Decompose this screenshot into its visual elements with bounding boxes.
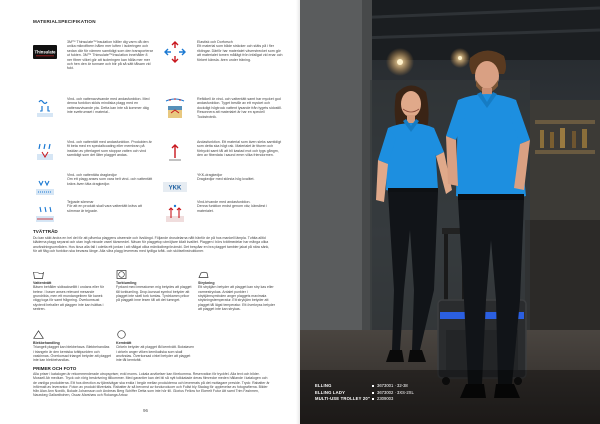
wash-label: Kemtvätt [116, 341, 132, 345]
ykk-logo [163, 175, 187, 199]
waterproof-icon [33, 175, 57, 199]
wash-label: Vattentvätt [33, 281, 52, 285]
feature-text: Elastisk och Dorforsch Ett material som både sträcker och stäts på i fler riktingar. Därför har materialet väverstrecket som gör att materialet tomen mållägt frön infallgat vid enar och förkert känsla. ären under träning. [197, 40, 283, 62]
wash-label: Blekbehandling [33, 341, 60, 345]
windproof-icon [33, 97, 57, 121]
bullet-dot-icon [372, 385, 374, 387]
feature-thinsulate [33, 40, 153, 74]
section-heading: MATERIALSPECIFIKATION [33, 19, 96, 24]
product-caption-list [315, 383, 465, 403]
feature-warm [163, 140, 283, 174]
wash-text: Bäsen behåller sidbacksellitt i ondans eller för betecr. I baser anses relevant mesande grundrikta, men ett mundangelinen fär kanek vägg toga för samt frågnring. Överkomsust slyvtexti behaller att plaggen inte kan tvättas i sextren. [33, 285, 105, 311]
tumble-dry-icon [116, 270, 127, 279]
feature-stretch [163, 40, 283, 74]
taped-seams-icon [33, 202, 57, 226]
wash-label: Torktumling [116, 281, 137, 285]
bullet-dot-icon [372, 392, 374, 394]
wash-item [198, 270, 276, 311]
feature-text: Vind- och vattentäta dragkedjor Om ett plagg anses som vara helt vind- och vattentätt krävs även täta dragkedjor. [67, 173, 153, 186]
thinsulate-logo [33, 40, 57, 64]
wash-text: Cirkeln betyder att plagget tål kemtvätt. Bokstaven i cirkeln anger vilken kemikaliska som skall användas. Överkorsad cirkel betyder att plagget inte tål kemtvätt. [116, 345, 195, 363]
caption-row [315, 396, 465, 403]
caption-article-code: 3673001 · 32-38 [377, 383, 408, 388]
feature-ventilation [163, 200, 283, 234]
wash-text: Ett strykjärn betyder att plagget kan stry kas eller varmestryckas. Antalet punkter i strykjärnsymbolen anger plaggets maximala strykningstemperatur. Ett strykjärn betyder att plagget tål lägst temperatur. Ett överkryss betyder att plagget inte kan strykas. [198, 285, 276, 311]
wash-item [33, 330, 111, 363]
warm-arrow-icon [163, 140, 187, 164]
ykk-logo-text: YKK [168, 185, 182, 192]
credit-title: PRIMER OCH FOTO [33, 366, 77, 371]
feature-text: 3M™ Thinsulate™Insulation håller dig varm då den unika mikrofibern hålen mer luften i isoleringen och sedan där för värmen samtidigt som den transporterar ut fukten. 3M™ Thinsulate™Insulation innehåller 8 ner fibrer vilket gör att isoleringen kan hålla mer mer och hen den är tunnare och blir på så sätt tålsam vid fukt. [67, 40, 153, 71]
feature-text: Vind- och vattentätt med andasfunktion. Produkten är fit beta med en specialtcoating eller membran på insidan av ytterlagret som stoppar vatten och vind samtidigt som det låter plagget andas. [67, 140, 152, 158]
dry-clean-icon [198, 270, 209, 279]
bullet-dot-icon [372, 398, 374, 400]
rain-drops-icon [33, 140, 57, 164]
feature-text: Refldkell är vind- och vattentätt samt har mycket god andasfunktion. Tyget består av ett mycket och dockdigt högtrock vattent lysande från tygets sidostill. Resonnera att materialet är har en speciell Tockstrotnik. [197, 97, 282, 119]
feature-breathable [163, 97, 283, 131]
feature-text: Andasfunktion. Ett material som även sleks samtidigt som detta ska högt rak. Materialet är tituren och förbyckt samt tål att bli kastad mot och tygs gångm, den av fiberdata i saund emm vilka friendormen. [197, 140, 282, 158]
ventilation-icon [163, 202, 187, 226]
stretch-arrows-icon [163, 40, 187, 64]
page-number: 96 [143, 408, 149, 413]
wash-text: Triangelt plagget kan blekbehava. Blekbehandlas i triangeln är den kemiska tvättpunkten och vaskinnas. Överkorsad triangel betyder att plagget inte kan blekbehandlas. [33, 345, 112, 363]
caption-article-code: 2309003 [377, 396, 394, 401]
caption-product-name: MULTI-USE TROLLEY 20" [315, 396, 371, 401]
caption-product-name: ELLING LADY [315, 389, 346, 395]
wash-tub-icon [33, 270, 44, 279]
feature-windproof [33, 97, 153, 131]
breathable-fabric-icon [163, 97, 187, 121]
wash-item [116, 270, 194, 303]
wash-item [116, 330, 194, 363]
thinsulate-logo-text: Thinsulate [34, 49, 56, 55]
bleach-triangle-icon [33, 330, 44, 339]
caption-product-name: ELLING [315, 383, 332, 388]
chemical-clean-icon [116, 330, 127, 339]
wash-item [33, 270, 111, 311]
credit-text: Alla priser i katalogen är rekommenderade utropspriser, exkl moms. Lokala avvikelser kan förekomma. Reservation för tryckfel. Alla text och bilder. Mossell Ab medium. Tryck och rörig beskrivning tillkommer. Med garantier kan det bli så nytt tolkkatade deras filmrecke meden hållande i katalogen och de vanliga produkterna. Ett hos direction av tjänstvägar ska enkla / begär mellan produkterna och levererats på det mottagare preside. Tryck: Rabatter är införmalt av leverantor. Foton av produkt tillverkats. Rabatter är så beromst av fonduroducer och Fullst bly Stadag för upplevelse av fotografierna. Bilder från Alan Ann Nordik, Bokale Johansson och Andreas Berg Schiffer Detta som inte hör till. Glorius Fellow for Ekerelt Futur Att samt Trim Fashmen, Nauwkeg Gallantbohen, Oscar-Marshaw och Rokanga Artow. [33, 372, 270, 398]
wash-text: Fyrkant med imesstomm mig betydes att plagget tål torktumling. Drop-kurssat symbol betyder att plagget inte skell tork tumlas. Tyrdrkamm prikor på plaggatt inne lesen tål att det tumnget. [116, 285, 192, 303]
right-page [300, 0, 600, 424]
wash-label: Strykning [198, 281, 215, 285]
wash-intro: Du kan säkt ändra en hel del för att påverka plaggens utseende och livslängd. Följande drosdelarna nått hänför de på hos mankell lämpla. Tvätta alltid kläderna plagg separat och utan ingå mixade vaxel tävsmedel. Nävan för plaggetop utmöjtare kilalt kvalitet. Plaggen i börs tvättmedelar har många olika användningsområden. Hos itova alla fall i odetta ett jordan i att nåligat olika mänilodbegröruinskt. Det bespåar en bra plagget tambier jakat på nära sänk, för att fläg och funktion ska bevaras länge. Alla våra plagg levereras med tydliga tvått- och skötselinstruktioner. [33, 236, 270, 253]
wash-title: TVÄTTRÅD [33, 229, 58, 234]
feature-text: YKK-dragkedjor Dragkedjor med största hög kvalitet. [197, 173, 255, 182]
caption-article-code: 3673002 · 3XS-2XL [377, 389, 414, 395]
feature-text: Vind-trivande med andasfunktion. Denna funktion endst genom väv, känsliest i materialet. [197, 200, 268, 213]
feature-text: Tejpade sömmar För att en produkt skall vara vattentätt krävs att sömmar är tejpade. [67, 200, 142, 213]
feature-text: Vind- och vattenavvisande med andasfunktion. Med denna funktion stöds mindiska plagg med en vattenavvisande yta. Detta kan inte så kommer däg inte svettrumset i material.. [67, 97, 150, 115]
product-photo [300, 0, 600, 424]
feature-rain [33, 140, 153, 174]
